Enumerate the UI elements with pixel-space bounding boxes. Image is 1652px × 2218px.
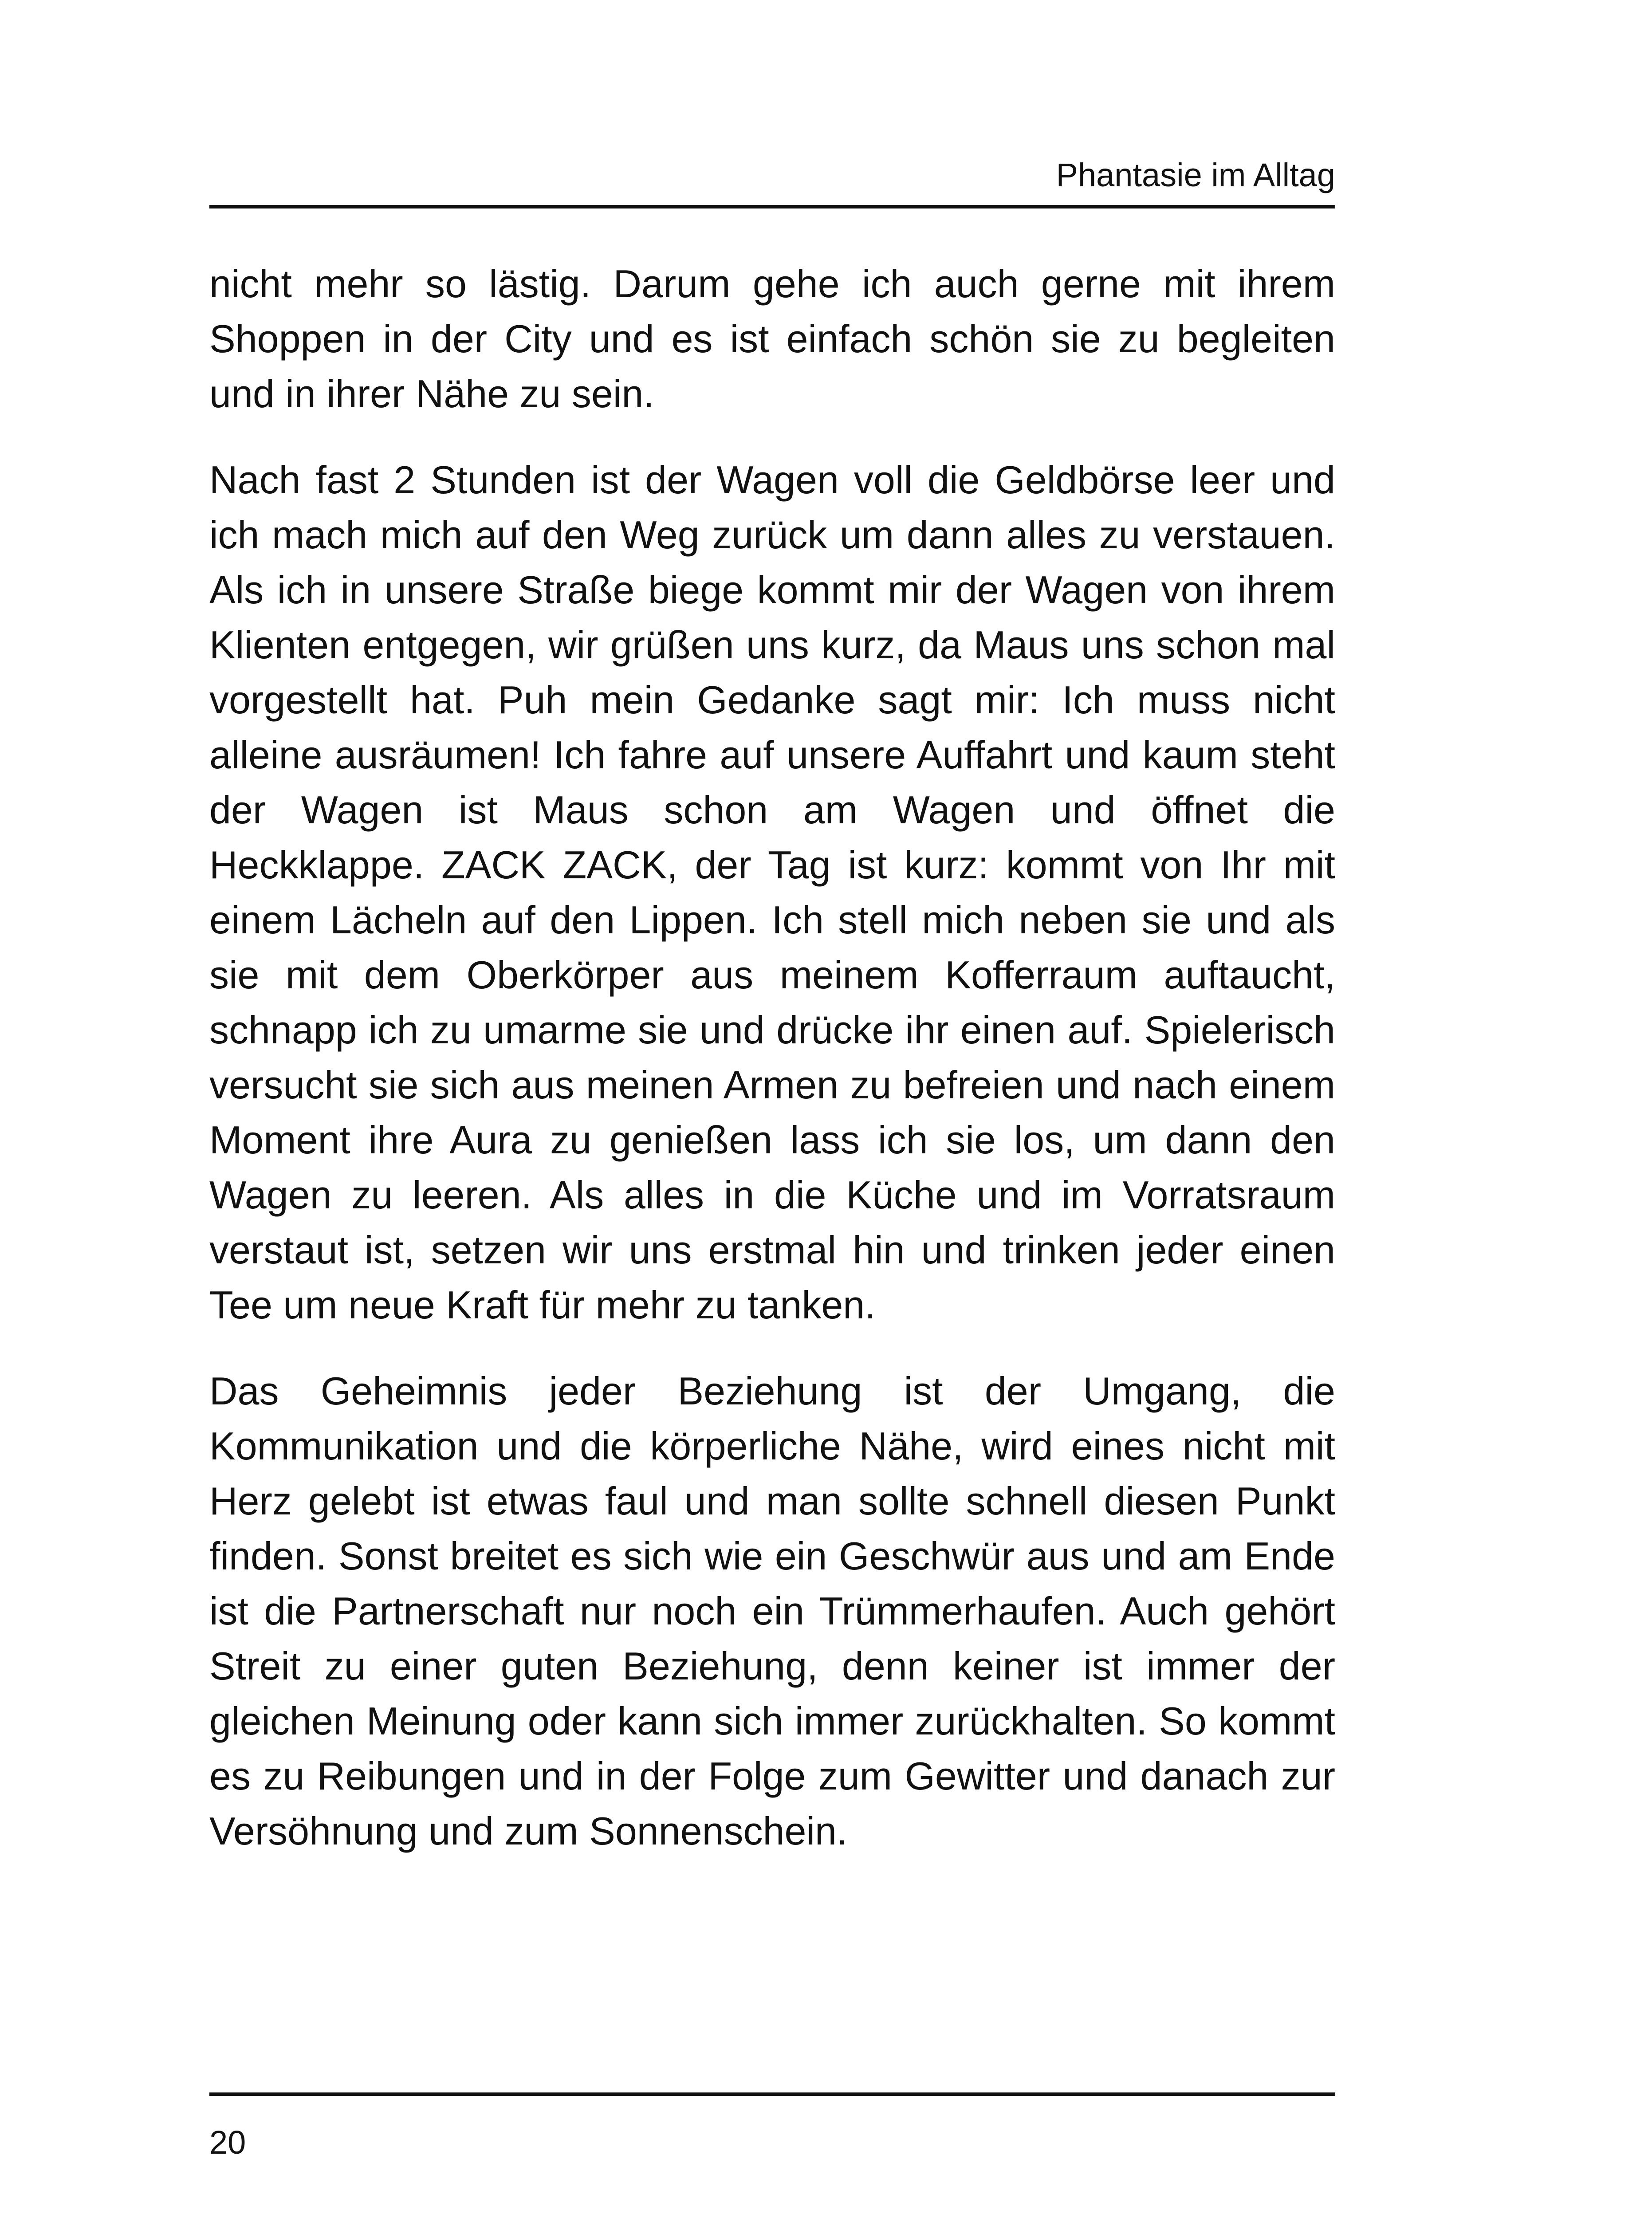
paragraph-3: Das Geheimnis jeder Beziehung ist der Umgang, die Kommunikation und die körperliche Nähe, wird eines nicht mit Herz gelebt ist etwas faul und man sollte schnell diesen Punkt finden. Sonst breitet es sich wie ein Geschwür aus und am Ende ist die Partnerschaft nur noch ein Trümmerhaufen. Auch gehört Streit zu einer guten Beziehung, denn keiner ist immer der gleichen Meinung oder kann sich immer zurückhalten. So kommt es zu Reibungen und in der Folge zum Gewitter und danach zur Versöhnung und zum Sonnenschein. xyxy=(209,1369,1335,1853)
header-rule xyxy=(209,205,1335,208)
running-header: Phantasie im Alltag xyxy=(1056,157,1335,193)
paragraph-1: nicht mehr so lästig. Darum gehe ich auch gerne mit ihrem Shoppen in der City und es ist einfach schön sie zu begleiten und in ihrer Nähe zu sein. xyxy=(209,262,1335,416)
footer-rule xyxy=(209,2092,1335,2096)
body-text xyxy=(209,256,1335,1890)
page-number: 20 xyxy=(209,2124,246,2161)
paragraph-2: Nach fast 2 Stunden ist der Wagen voll die Geldbörse leer und ich mach mich auf den Weg zurück um dann alles zu verstauen. Als ich in unsere Straße biege kommt mir der Wagen von ihrem Klienten entgegen, wir grüßen uns kurz, da Maus uns schon mal vorgestellt hat. Puh mein Gedanke sagt mir: Ich muss nicht alleine ausräumen! Ich fahre auf unsere Auffahrt und kaum steht der Wagen ist Maus schon am Wagen und öffnet die Heckklappe. ZACK ZACK, der Tag ist kurz: kommt von Ihr mit einem Lächeln auf den Lippen. Ich stell mich neben sie und als sie mit dem Oberkörper aus meinem Kofferraum auftaucht, schnapp ich zu umarme sie und drücke ihr einen auf. Spielerisch versucht sie sich aus meinen Armen zu befreien und nach einem Moment ihre Aura zu genießen lass ich sie los, um dann den Wagen zu leeren. Als alles in die Küche und im Vorratsraum verstaut ist, setzen wir uns erstmal hin und trinken jeder einen Tee um neue Kraft für mehr zu tanken. xyxy=(209,458,1335,1327)
